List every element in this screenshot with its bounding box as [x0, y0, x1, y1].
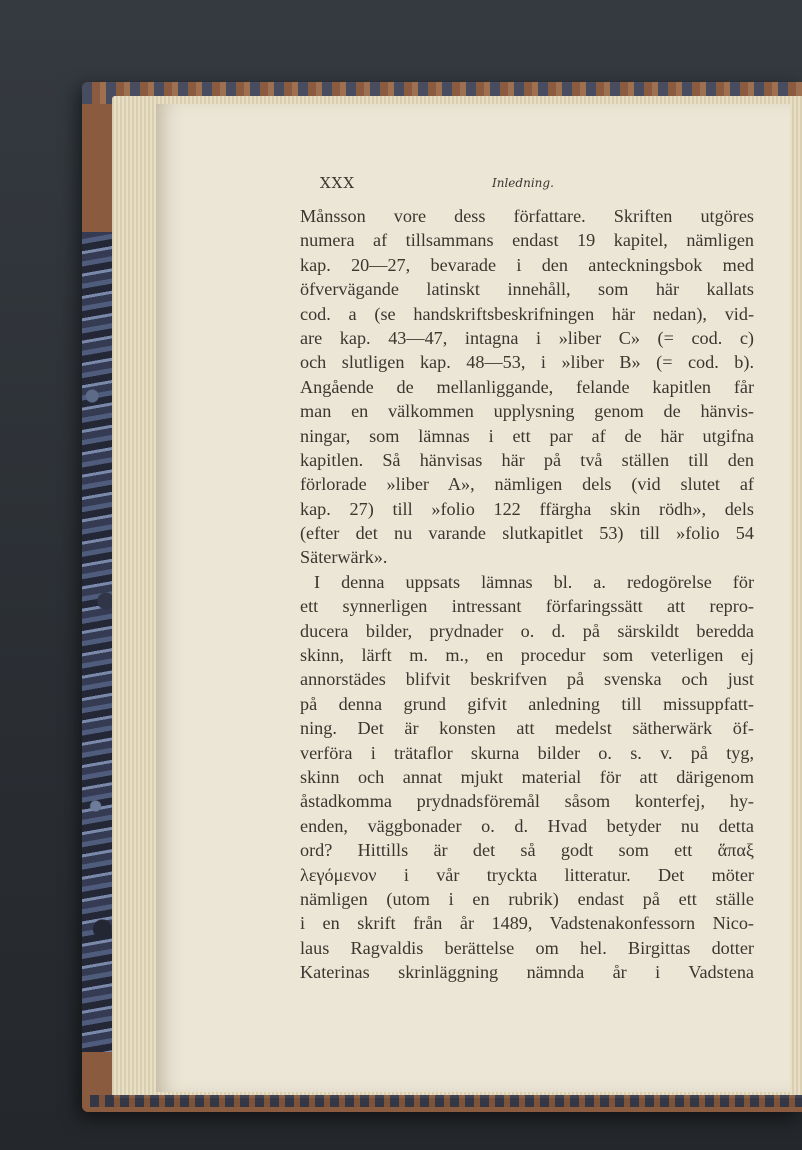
text-line: skinn och annat mjukt material för att därigenom	[300, 766, 754, 787]
text-line: Angående de mellanliggande, felande kapitlen får	[300, 376, 754, 397]
text-line: i en skrift från år 1489, Vadstenakonfessorn Nico-	[300, 913, 754, 934]
running-title: Inledning.	[492, 176, 554, 190]
book-bottom-edge	[90, 1095, 802, 1107]
body-text	[300, 204, 754, 985]
page-number: XXX	[320, 174, 356, 192]
text-line: Månsson vore dess författare. Skriften utgöres	[300, 206, 754, 226]
text-line: skinn, lärft m. m., en procedur som veterligen ej	[300, 645, 754, 666]
text-line: kapitlen. Så hänvisas här på två ställen till den	[300, 449, 754, 470]
text-line: Säterwärk».	[300, 547, 388, 568]
text-line: numera af tillsammans endast 19 kapitel, nämligen	[300, 230, 754, 251]
text-line: ord? Hittills är det så godt som ett ἅπαξ	[300, 840, 754, 861]
text-line: kap. 27) till »folio 122 ffärgha skin rödh», dels	[300, 498, 754, 519]
text-line: cod. a (se handskriftsbeskrifningen här nedan), vid-	[300, 303, 754, 324]
text-line: ning. Det är konsten att medelst sätherwärk öf-	[300, 718, 754, 739]
text-line: ett synnerligen intressant förfaringssätt att repro-	[300, 596, 754, 617]
text-line: Katerinas skrinläggning nämnda år i Vadstena	[300, 962, 754, 983]
text-line: ducera bilder, prydnader o. d. på särskildt beredda	[300, 620, 754, 641]
text-line: på denna grund gifvit anledning till missuppfatt-	[300, 693, 754, 714]
text-line: nämligen (utom i en rubrik) endast på ett ställe	[300, 888, 754, 909]
text-line: are kap. 43—47, intagna i »liber C» (= cod. c)	[300, 327, 754, 348]
marbled-cover	[82, 232, 116, 1052]
text-line: åstadkomma prydnadsföremål såsom konterfej, hy-	[300, 791, 754, 812]
text-line: ningar, som lämnas i ett par af de här utgifna	[300, 425, 754, 446]
text-line: enden, väggbonader o. d. Hvad betyder nu detta	[300, 815, 754, 836]
text-line: verföra i trätaflor skurna bilder o. s. v. på tyg,	[300, 742, 754, 763]
text-line: annorstädes blifvit beskrifven på svenska och just	[300, 669, 754, 690]
running-head	[160, 174, 760, 198]
text-line: I denna uppsats lämnas bl. a. redogörelse för	[314, 571, 754, 592]
text-line: λεγόμενον i vår tryckta litteratur. Det möter	[300, 864, 754, 885]
text-line: öfvervägande latinskt innehåll, som här kallats	[300, 279, 754, 300]
text-line: laus Ragvaldis berättelse om hel. Birgittas dotter	[300, 937, 754, 958]
text-line: (efter det nu varande slutkapitlet 53) till »folio 54	[300, 523, 754, 544]
text-line: kap. 20—27, bevarade i den anteckningsbok med	[300, 254, 754, 275]
text-line: man en välkommen upplysning genom de hänvis-	[300, 401, 754, 422]
text-line: och slutligen kap. 48—53, i »liber B» (= cod. b).	[300, 352, 754, 373]
text-line: förlorade »liber A», nämligen dels (vid slutet af	[300, 474, 754, 495]
